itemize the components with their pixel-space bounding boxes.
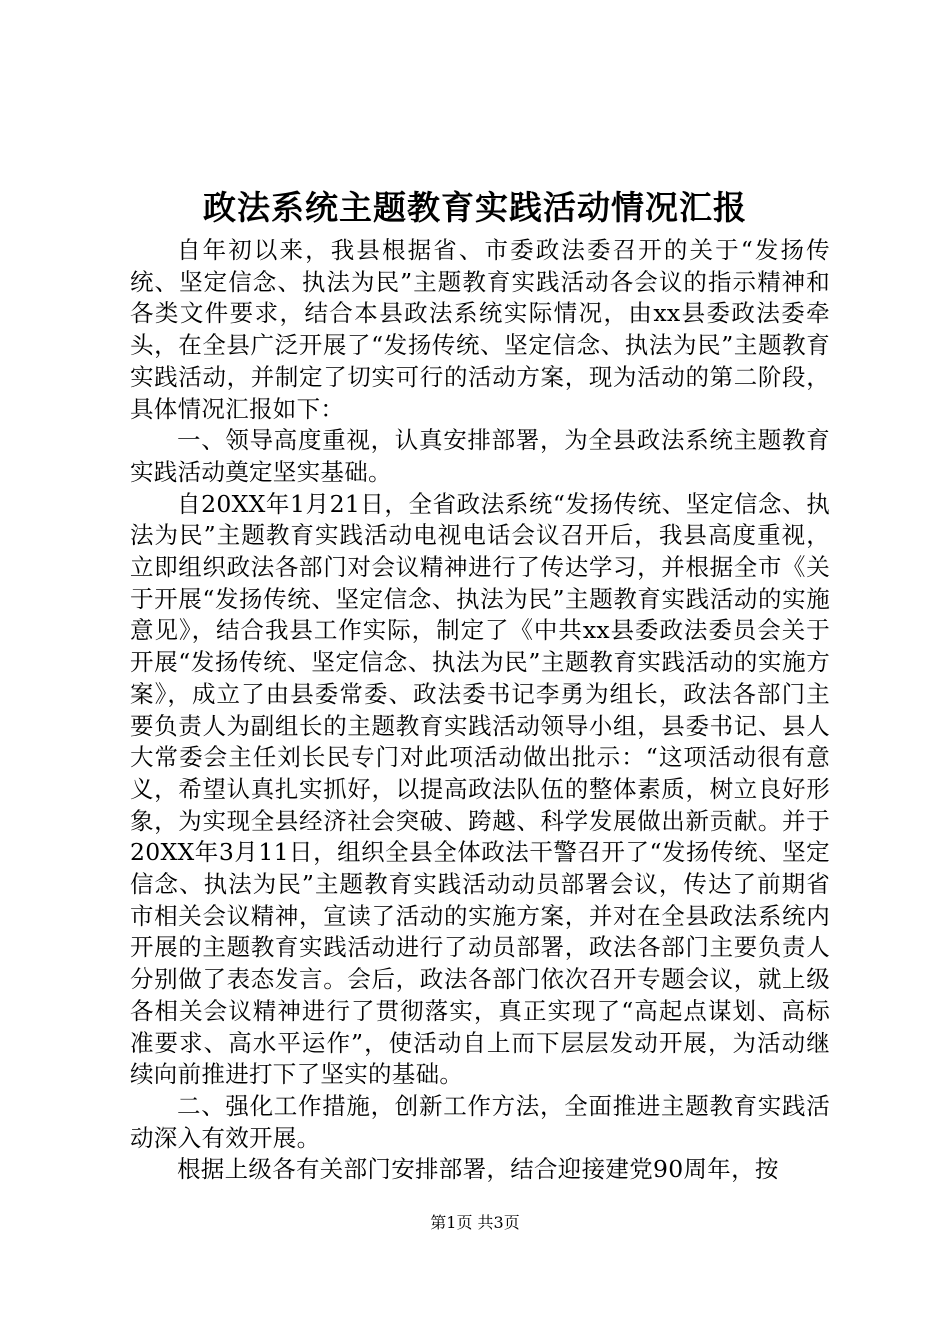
paragraph-section-2: 根据上级各有关部门安排部署，结合迎接建党90周年，按: [177, 1155, 779, 1184]
document-title: 政法系统主题教育实践活动情况汇报: [203, 188, 747, 227]
section-heading-1: 一、领导高度重视，认真安排部署，为全县政法系统主题教育实践活动奠定坚实基础。: [130, 426, 830, 486]
paragraph-section-1: 自20XX年1月21日，全省政法系统“发扬传统、坚定信念、执法为民”主题教育实践活动电视电话会议召开后，我县高度重视，立即组织政法各部门对会议精神进行了传达学习，并根据全市《关于开展“发扬传统、坚定信念、执法为民”主题教育实践活动的实施意见》，结合我县工作实际，制定了《中共xx县委政法委员会关于开展“发扬传统、坚定信念、执法为民”主题教育实践活动的实施方案》，成立了由县委常委、政法委书记李勇为组长，政法各部门主要负责人为副组长的主题教育实践活动领导小组，县委书记、县人大常委会主任刘长民专门对此项活动做出批示：“这项活动很有意义，希望认真扎实抓好，以提高政法队伍的整体素质，树立良好形象，为实现全县经济社会突破、跨越、科学发展做出新贡献。并于20XX年3月11日，组织全县全体政法干警召开了“发扬传统、坚定信念、执法为民”主题教育实践活动动员部署会议，传达了前期省市相关会议精神，宣读了活动的实施方案，并对在全县政法系统内开展的主题教育实践活动进行了动员部署，政法各部门主要负责人分别做了表态发言。会后，政法各部门依次召开专题会议，就上级各相关会议精神进行了贯彻落实，真正实现了“高起点谋划、高标准要求、高水平运作”，使活动自上而下层层发动开展，为活动继续向前推进打下了坚实的基础。: [130, 489, 830, 1089]
document-body: [130, 235, 830, 1186]
paragraph-intro: 自年初以来，我县根据省、市委政法委召开的关于“发扬传统、坚定信念、执法为民”主题教育实践活动各会议的指示精神和各类文件要求，结合本县政法系统实际情况，由xx县委政法委牵头，在全县广泛开展了“发扬传统、坚定信念、执法为民”主题教育实践活动，并制定了切实可行的活动方案，现为活动的第二阶段，具体情况汇报如下：: [130, 236, 830, 423]
page-footer: 第1页 共3页: [430, 1213, 520, 1232]
section-heading-2: 二、强化工作措施，创新工作方法，全面推进主题教育实践活动深入有效开展。: [130, 1091, 830, 1152]
